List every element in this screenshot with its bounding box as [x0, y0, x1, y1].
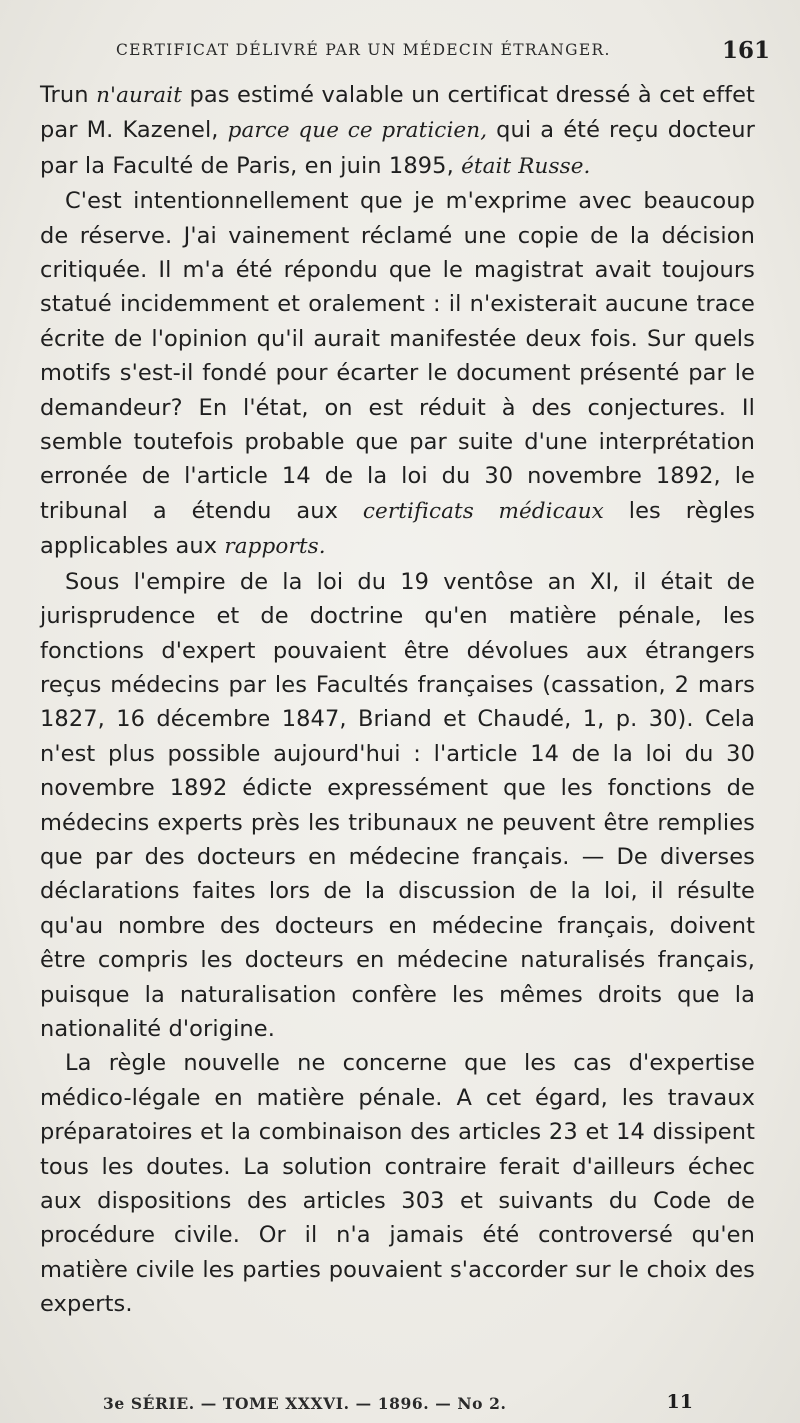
- text-run: C'est intentionnellement que je m'exprime avec beaucoup de réserve. J'ai vainement réclamé une copie de la décision critiquée. Il m'a été répondu que le magistrat avait toujours statué incidemment et oralement : il n'existerait aucune trace écrite de l'opinion qu'il aurait manifestée deux fois. Sur quels motifs s'est-il fondé pour écarter le document présenté par le demandeur? En l'état, on est réduit à des conjectures. Il semble toutefois probable que par suite d'une interprétation erronée de l'article 14 de la loi du 30 novembre 1892, le tribunal a étendu aux: [40, 188, 755, 524]
- italic-text: rapports.: [224, 534, 326, 560]
- italic-text: certificats médicaux: [362, 498, 604, 524]
- text-run: Trun: [40, 82, 97, 108]
- page-number: 161: [721, 37, 770, 64]
- paragraph: [40, 565, 755, 1047]
- text-run: qui a été reçu docteur par la Faculté de Paris, en juin 1895,: [40, 117, 755, 179]
- italic-text: parce que ce praticien,: [227, 118, 488, 144]
- italic-text: n'aurait: [96, 83, 182, 108]
- signature-line: 3e SÉRIE. — TOME XXXVI. — 1896. — No 2.: [103, 1394, 507, 1413]
- italic-text: était Russe.: [461, 153, 591, 179]
- paragraph: [40, 184, 755, 564]
- text-run: les règles applicables aux: [40, 497, 756, 560]
- paragraph: [40, 1046, 755, 1321]
- paragraph: [40, 78, 755, 184]
- text-run: pas estimé valable un certificat dressé à cet effet par M. Kazenel,: [40, 82, 755, 144]
- page-footer: [103, 1391, 693, 1420]
- text-run: Sous l'empire de la loi du 19 ventôse an XI, il était de jurisprudence et de doctrine qu'en matière pénale, les fonctions d'expert pouvaient être dévolues aux étrangers reçus médecins par les Facultés françaises (cassation, 2 mars 1827, 16 décembre 1847, Briand et Chaudé, 1, p. 30). Cela n'est plus possible aujourd'hui : l'article 14 de la loi du 30 novembre 1892 édicte expressément que les fonctions de médecins experts près les tribunaux ne peuvent être remplies que par des docteurs en médecine français. — De diverses déclarations faites lors de la discussion de la loi, il résulte qu'au nombre des docteurs en médecine français, doivent être compris les docteurs en médecine naturalisés français, puisque la naturalisation confère les mêmes droits que la nationalité d'origine.: [40, 568, 755, 1042]
- page-header: [116, 37, 780, 67]
- signature-number: 11: [666, 1391, 693, 1413]
- running-head: CERTIFICAT DÉLIVRÉ PAR UN MÉDECIN ÉTRANGER.: [116, 41, 611, 59]
- body-text: [40, 78, 755, 1322]
- text-run: La règle nouvelle ne concerne que les cas d'expertise médico-légale en matière pénale. A cet égard, les travaux préparatoires et la combinaison des articles 23 et 14 dissipent tous les doutes. La solution contraire ferait d'ailleurs échec aux dispositions des articles 303 et suivants du Code de procédure civile. Or il n'a jamais été controversé qu'en matière civile les parties pouvaient s'accorder sur le choix des experts.: [40, 1050, 755, 1318]
